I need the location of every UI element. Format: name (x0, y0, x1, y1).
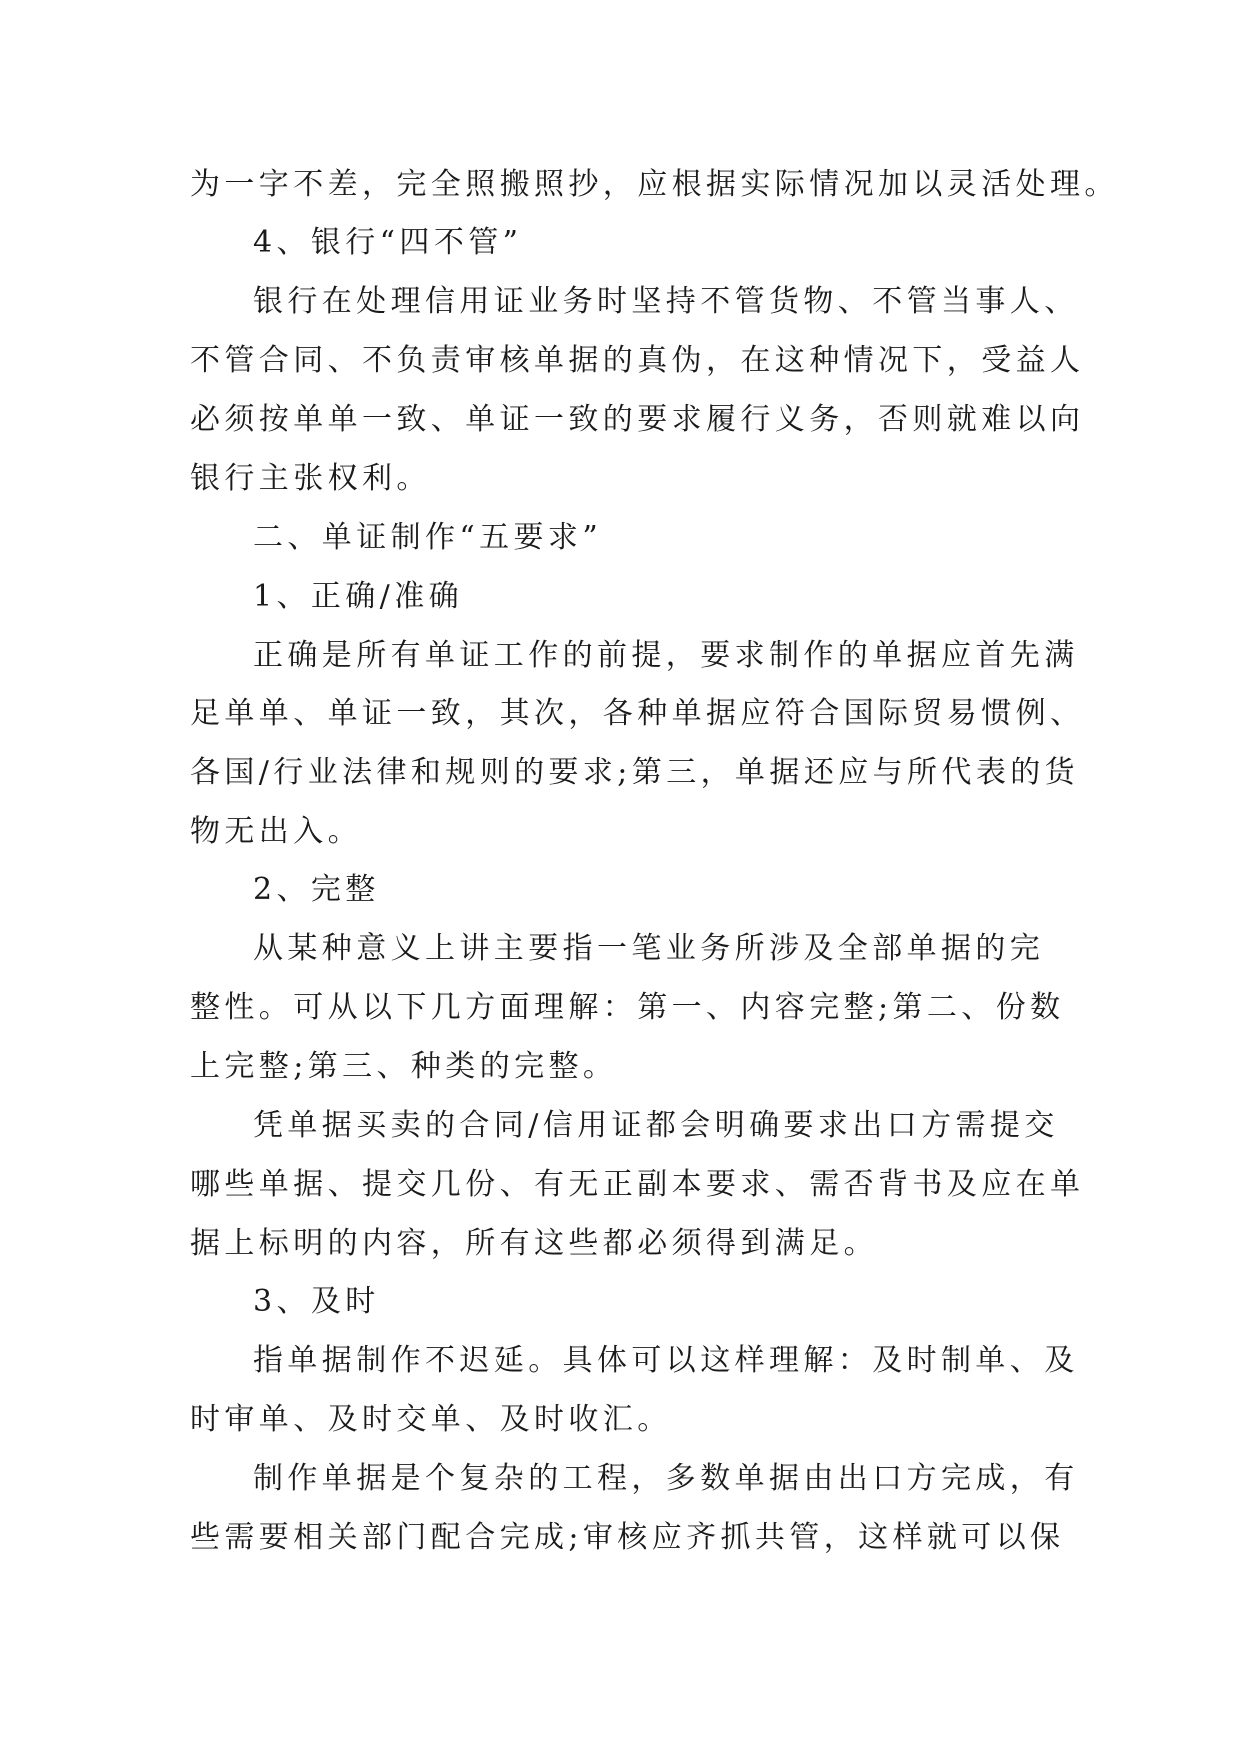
text-line: 足单单、单证一致，其次，各种单据应符合国际贸易惯例、 (190, 696, 1085, 731)
text-line: 必须按单单一致、单证一致的要求履行义务，否则就难以向 (190, 402, 1085, 437)
text-line: 银行在处理信用证业务时坚持不管货物、不管当事人、 (253, 284, 1079, 319)
text-line: 上完整;第三、种类的完整。 (190, 1049, 618, 1084)
text-line: 各国/行业法律和规则的要求;第三，单据还应与所代表的货 (190, 755, 1080, 790)
text-line: 银行主张权利。 (190, 461, 431, 496)
text-line: 从某种意义上讲主要指一笔业务所涉及全部单据的完 (253, 931, 1045, 966)
text-line: 据上标明的内容，所有这些都必须得到满足。 (190, 1226, 878, 1261)
text-line: 凭单据买卖的合同/信用证都会明确要求出口方需提交 (253, 1108, 1059, 1143)
text-line: 不管合同、不负责审核单据的真伪，在这种情况下，受益人 (190, 343, 1085, 378)
section-heading: 1、正确/准确 (253, 579, 463, 614)
section-heading: 3、及时 (253, 1284, 380, 1319)
text-line: 为一字不差，完全照搬照抄，应根据实际情况加以灵活处理。 (190, 167, 1119, 202)
text-line: 整性。可从以下几方面理解：第一、内容完整;第二、份数 (190, 990, 1065, 1025)
text-line: 时审单、及时交单、及时收汇。 (190, 1402, 672, 1437)
text-line: 制作单据是个复杂的工程，多数单据由出口方完成，有 (253, 1461, 1079, 1496)
text-line: 指单据制作不迟延。具体可以这样理解：及时制单、及 (253, 1343, 1079, 1378)
section-heading: 4、银行“四不管” (253, 225, 523, 260)
text-line: 些需要相关部门配合完成;审核应齐抓共管，这样就可以保 (190, 1520, 1065, 1555)
text-line: 物无出入。 (190, 814, 362, 849)
section-heading: 2、完整 (253, 872, 380, 907)
text-line: 正确是所有单证工作的前提，要求制作的单据应首先满 (253, 638, 1079, 673)
text-line: 哪些单据、提交几份、有无正副本要求、需否背书及应在单 (190, 1167, 1085, 1202)
section-heading: 二、单证制作“五要求” (253, 520, 603, 555)
